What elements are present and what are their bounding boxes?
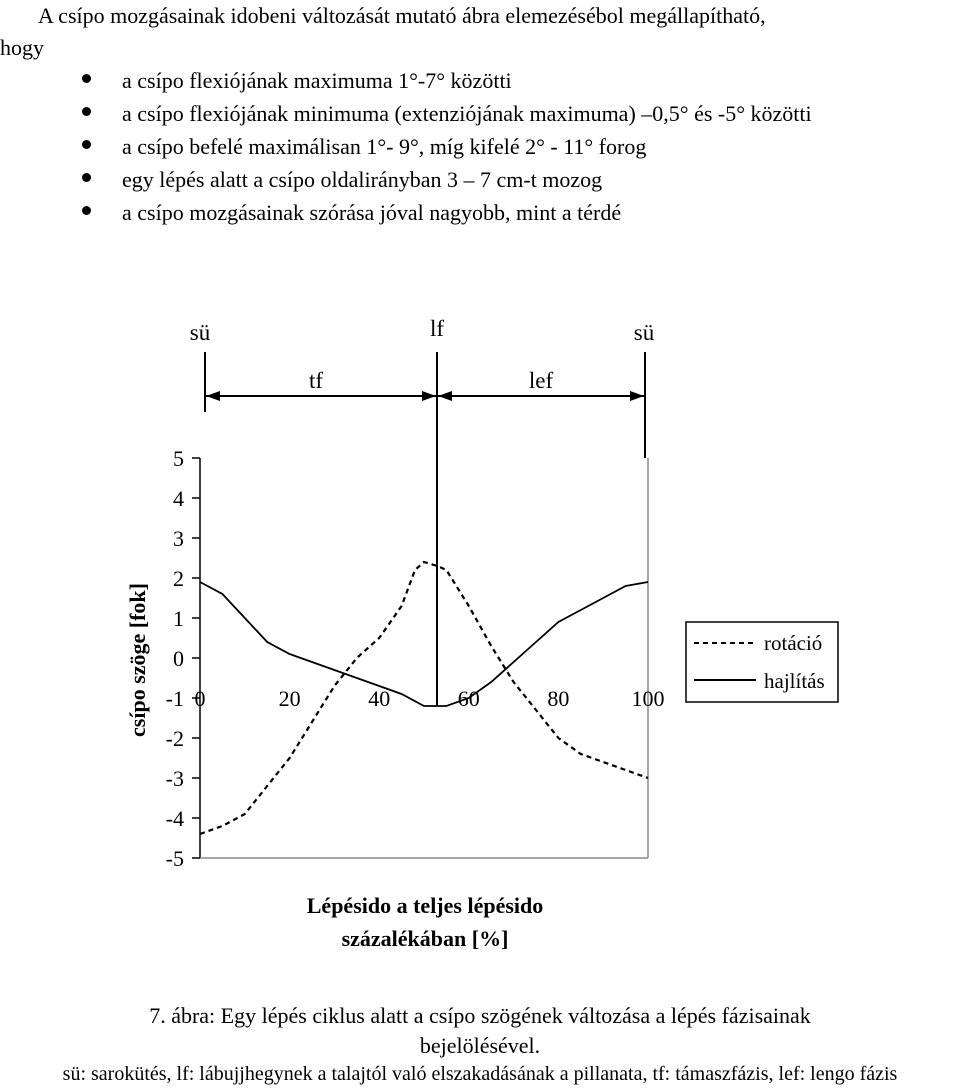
y-tick-label: 2 (173, 566, 184, 591)
y-axis-label: csípo szöge [fok] (125, 583, 150, 737)
series-line-rotacio (200, 562, 648, 834)
list-item: a csípo flexiójának minimuma (extenziójának maximuma) –0,5° és -5° közötti (0, 97, 960, 130)
y-tick-label: -2 (165, 726, 184, 751)
y-tick-label: -4 (165, 806, 184, 831)
phase-label-tf: tf (308, 368, 324, 393)
list-item: egy lépés alatt a csípo oldalirányban 3 – 7 cm-t mozog (0, 163, 960, 196)
phase-label-lf: lf (429, 316, 445, 341)
x-tick-label: 0 (194, 686, 206, 711)
y-axis-ticks (166, 446, 200, 871)
legend-label-rotacio: rotáció (764, 631, 823, 655)
x-axis-label-line1: Lépésido a teljes lépésido (306, 893, 544, 918)
list-item: a csípo mozgásainak szórása jóval nagyobb, mint a térdé (0, 196, 960, 229)
list-item: a csípo befelé maximálisan 1°- 9°, míg kifelé 2° - 11° forog (0, 130, 960, 163)
series-line-hajlitas (200, 582, 648, 706)
y-tick-label: -1 (165, 686, 184, 711)
phase-label-lef: lef (528, 368, 554, 393)
figure-caption (0, 1001, 960, 1061)
legend-label-hajlitas: hajlítás (764, 669, 825, 693)
caption-line-2: bejelölésével. (419, 1033, 541, 1058)
y-tick-label: 4 (173, 486, 184, 511)
y-tick-label: 3 (173, 526, 184, 551)
list-item: a csípo flexiójának maximuma 1°-7° közötti (0, 64, 960, 97)
y-tick-label: -5 (165, 846, 184, 871)
chart-legend (686, 622, 838, 702)
x-tick-label: 100 (631, 686, 665, 711)
intro-line-1: A csípo mozgásainak idobeni változását mutató ábra elemezésébol megállapítható, (38, 3, 766, 28)
x-tick-label: 20 (278, 686, 301, 711)
y-tick-label: -3 (165, 766, 184, 791)
x-tick-label: 60 (457, 686, 480, 711)
y-tick-label: 0 (173, 646, 184, 671)
x-tick-label: 40 (368, 686, 391, 711)
caption-line-1: 7. ábra: Egy lépés ciklus alatt a csípo szögének változása a lépés fázisainak (149, 1003, 811, 1028)
x-tick-label: 80 (547, 686, 570, 711)
y-tick-label: 1 (173, 606, 184, 631)
intro-line-2: hogy (0, 35, 44, 60)
y-tick-label: 5 (173, 446, 184, 471)
x-axis-label-line2: százalékában [%] (341, 926, 509, 951)
phase-label-su-left: sü (189, 320, 211, 345)
figure-legend-note: sü: sarokütés, lf: lábujjhegynek a talajtól való elszakadásának a pillanata, tf: támaszfázis, lef: lengo fázis (62, 1063, 898, 1085)
phase-label-su-right: sü (633, 320, 655, 345)
x-axis-ticks (195, 686, 665, 711)
